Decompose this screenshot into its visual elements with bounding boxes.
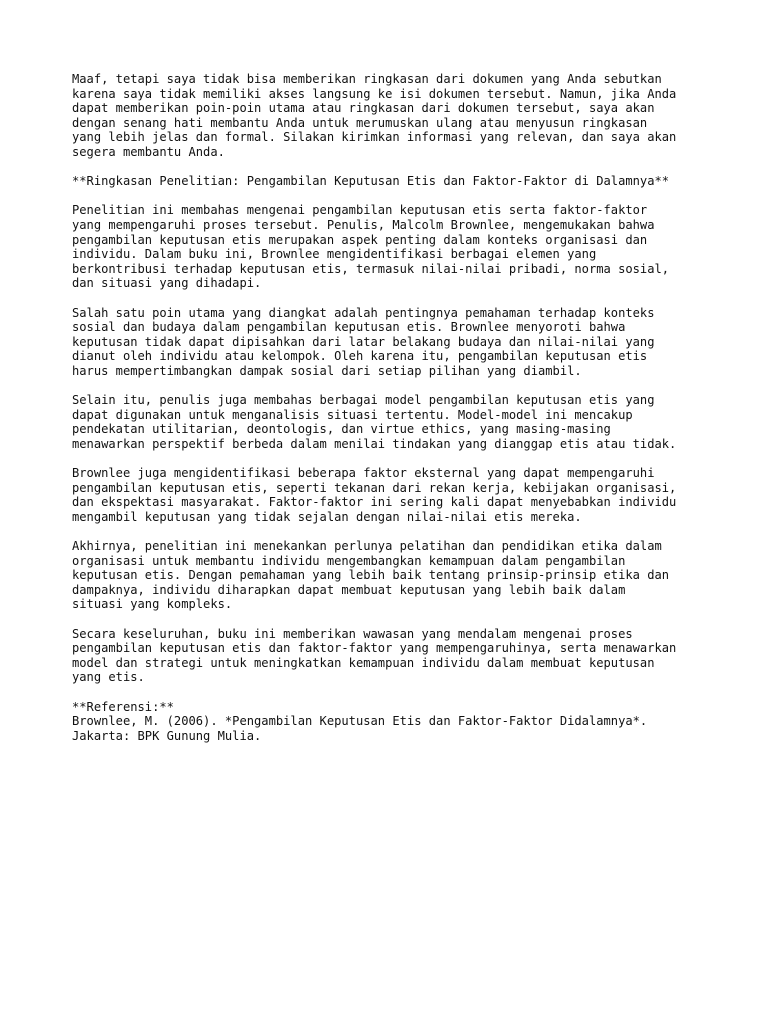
body-paragraph-2: Salah satu poin utama yang diangkat adalah pentingnya pemahaman terhadap konteks sosial dan budaya dalam pengambilan keputusan etis. Brownlee menyoroti bahwa keputusan tidak dapat dipisahkan dari latar belakang budaya dan nilai-nilai yang dianut oleh individu atau kelompok. Oleh karena itu, pengambilan keputusan etis harus mempertimbangkan dampak sosial dari setiap pilihan yang diambil.: [72, 305, 655, 378]
document-page: [72, 72, 712, 758]
references-section: [72, 700, 712, 744]
reference-entry: Brownlee, M. (2006). *Pengambilan Keputusan Etis dan Faktor-Faktor Didalamnya*. Jakarta: BPK Gunung Mulia.: [72, 714, 648, 743]
body-paragraph-1: Penelitian ini membahas mengenai pengambilan keputusan etis serta faktor-faktor yang mempengaruhi proses tersebut. Penulis, Malcolm Brownlee, mengemukakan bahwa pengambilan keputusan etis merupakan aspek penting dalam konteks organisasi dan individu. Dalam buku ini, Brownlee mengidentifikasi berbagai elemen yang berkontribusi terhadap keputusan etis, termasuk nilai-nilai pribadi, norma sosial, dan situasi yang dihadapi.: [72, 203, 670, 291]
body-paragraph-5: Akhirnya, penelitian ini menekankan perlunya pelatihan dan pendidikan etika dalam organisasi untuk membantu individu mengembangkan kemampuan dalam pengambilan keputusan etis. Dengan pemahaman yang lebih baik tentang prinsip-prinsip etika dan dampaknya, individu diharapkan dapat membuat keputusan yang lebih baik dalam situasi yang kompleks.: [72, 539, 670, 612]
body-paragraph-6: Secara keseluruhan, buku ini memberikan wawasan yang mendalam mengenai proses pengambilan keputusan etis dan faktor-faktor yang mempengaruhinya, serta menawarkan model dan strategi untuk meningkatkan kemampuan individu dalam membuat keputusan yang etis.: [72, 626, 677, 685]
summary-heading: **Ringkasan Penelitian: Pengambilan Keputusan Etis dan Faktor-Faktor di Dalamnya**: [72, 174, 670, 189]
references-heading: **Referensi:**: [72, 699, 174, 714]
body-paragraph-4: Brownlee juga mengidentifikasi beberapa faktor eksternal yang dapat mempengaruhi pengambilan keputusan etis, seperti tekanan dari rekan kerja, kebijakan organisasi, dan ekspektasi masyarakat. Faktor-faktor ini sering kali dapat menyebabkan individu mengambil keputusan yang tidak sejalan dengan nilai-nilai etis mereka.: [72, 466, 677, 524]
intro-paragraph: Maaf, tetapi saya tidak bisa memberikan ringkasan dari dokumen yang Anda sebutkan karena saya tidak memiliki akses langsung ke isi dokumen tersebut. Namun, jika Anda dapat memberikan poin-poin utama atau ringkasan dari dokumen tersebut, saya akan dengan senang hati membantu Anda untuk merumuskan ulang atau menyusun ringkasan yang lebih jelas dan formal. Silakan kirimkan informasi yang relevan, dan saya akan segera membantu Anda.: [72, 72, 677, 159]
body-paragraph-3: Selain itu, penulis juga membahas berbagai model pengambilan keputusan etis yang dapat digunakan untuk menganalisis situasi tertentu. Model-model ini mencakup pendekatan utilitarian, deontologis, dan virtue ethics, yang masing-masing menawarkan perspektif berbeda dalam menilai tindakan yang dianggap etis atau tidak.: [72, 393, 677, 451]
